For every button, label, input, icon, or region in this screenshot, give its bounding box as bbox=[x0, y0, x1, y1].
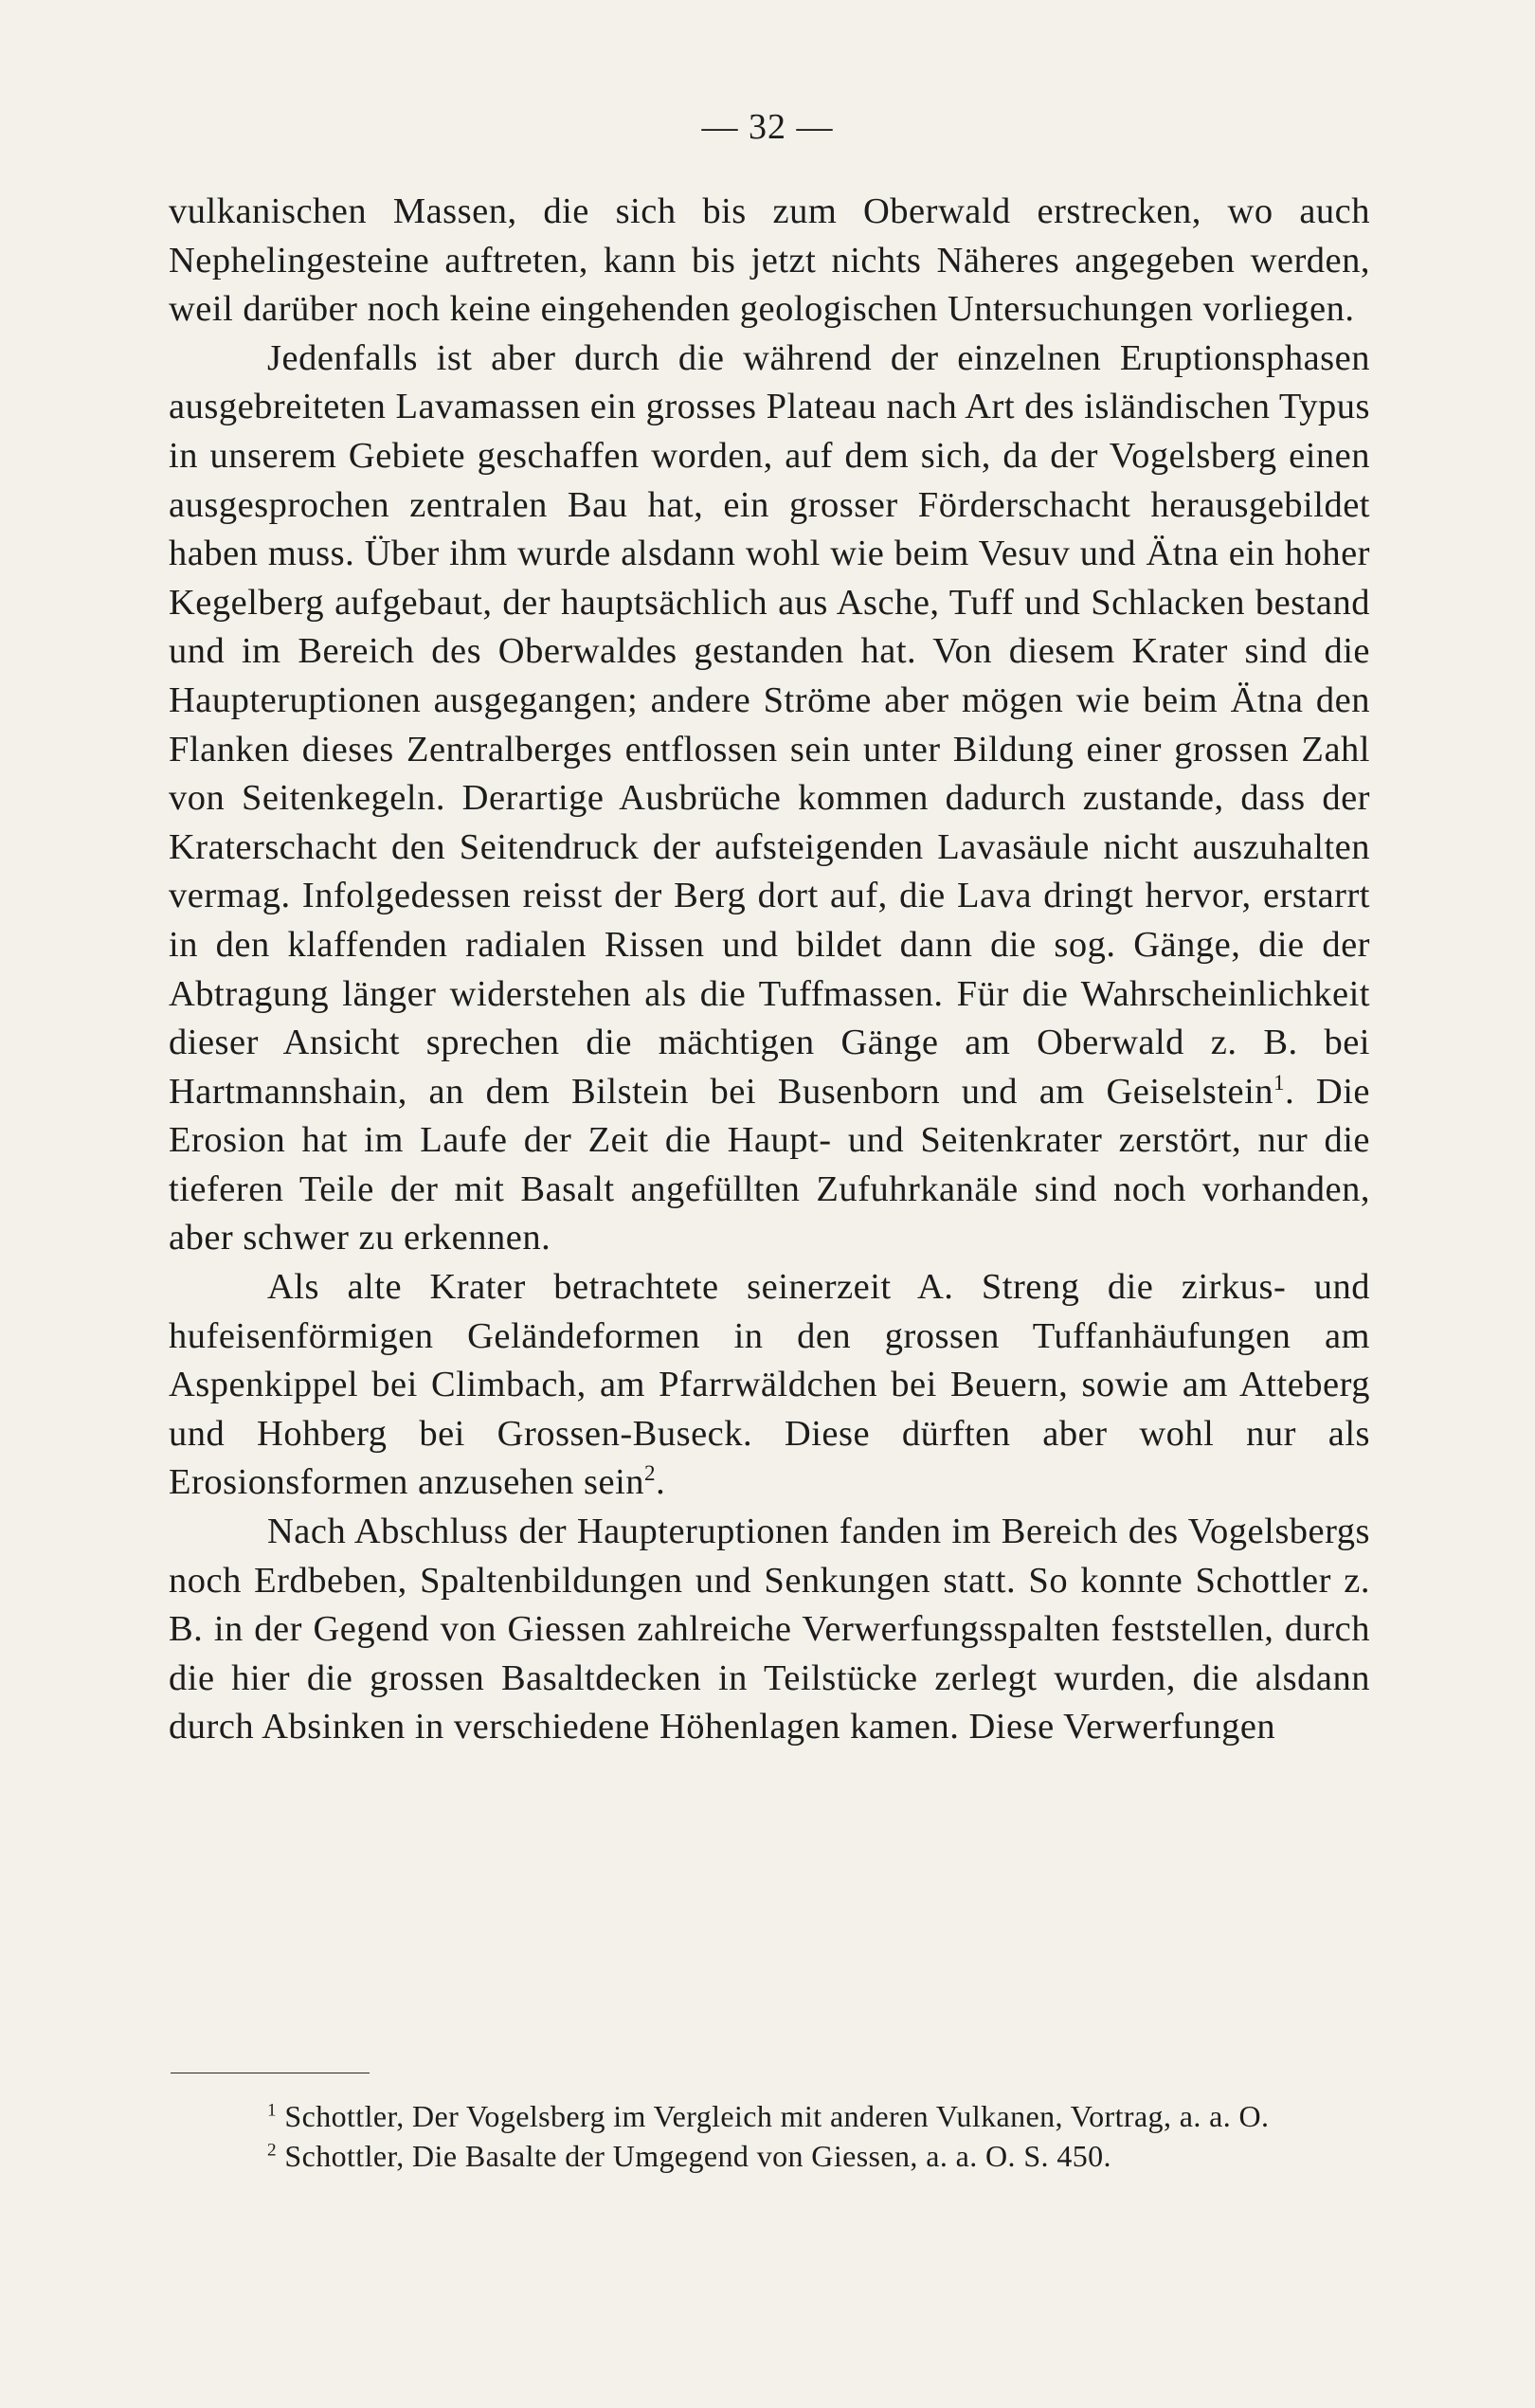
footnote-ref-2[interactable]: 2 bbox=[644, 1460, 657, 1486]
footnote-2-text: Schottler, Die Basalte der Umgegend von Giessen, a. a. O. S. 450. bbox=[277, 2139, 1111, 2173]
footnotes bbox=[169, 2096, 1370, 2176]
footnote-ref-1[interactable]: 1 bbox=[1273, 1069, 1286, 1095]
paragraph-4: Nach Abschluss der Haupteruptionen fanden im Bereich des Vogelsbergs noch Erdbeben, Spaltenbildungen und Senkungen statt. So konnte Schottler z. B. in der Gegend von Giessen zahlreiche Verwerfungsspalten feststellen, durch die hier die grossen Basaltdecken in Teilstücke zerlegt wurden, die alsdann durch Absinken in verschiedene Höhenlagen kamen. Diese Verwerfungen bbox=[169, 1512, 1370, 1747]
paragraph-2 bbox=[169, 335, 1370, 1263]
footnote-1 bbox=[169, 2096, 1370, 2136]
paragraph-2-text-a: Jedenfalls ist aber durch die während der einzelnen Eruptionsphasen ausgebreiteten Lavamassen ein grosses Plateau nach Art des isländischen Typus in unserem Gebiete geschaffen worden, auf dem sich, da der Vogelsberg einen ausgesprochen zentralen Bau hat, ein grosser Förderschacht herausgebildet haben muss. Über ihm wurde alsdann wohl wie beim Vesuv und Ätna ein hoher Kegelberg aufgebaut, der hauptsächlich aus Asche, Tuff und Schlacken bestand und im Bereich des Oberwaldes gestanden hat. Von diesem Krater sind die Haupteruptionen ausgegangen; andere Ströme aber mögen wie beim Ätna den Flanken dieses Zentralberges entflossen sein unter Bildung einer grossen Zahl von Seitenkegeln. Derartige Ausbrüche kommen dadurch zustande, dass der Kraterschacht den Seitendruck der aufsteigenden Lavasäule nicht auszuhalten vermag. Infolgedessen reisst der Berg dort auf, die Lava dringt hervor, erstarrt in den klaffenden radialen Rissen und bildet dann die sog. Gänge, die der Abtragung länger widerstehen als die Tuffmassen. Für die Wahrscheinlichkeit dieser Ansicht sprechen die mächtigen Gänge am Oberwald z. B. bei Hartmannshain, an dem Bilstein bei Busenborn und am Geiselstein bbox=[169, 337, 1370, 1112]
body-text bbox=[169, 188, 1370, 1752]
footnote-1-mark: 1 bbox=[267, 2100, 277, 2121]
footnote-2 bbox=[169, 2136, 1370, 2176]
paragraph-3-text-b: . bbox=[656, 1462, 666, 1503]
paragraph-3 bbox=[169, 1263, 1370, 1508]
footnote-2-mark: 2 bbox=[267, 2140, 277, 2161]
paragraph-2-text-b: . Die Erosion hat im Laufe der Zeit die Haupt- und Seitenkrater zerstört, nur die tieferen Teile der mit Basalt angefüllten Zufuhrkanäle sind noch vorhanden, aber schwer zu erkennen. bbox=[169, 1071, 1370, 1258]
page-number: — 32 — bbox=[701, 107, 834, 147]
paragraph-1: vulkanischen Massen, die sich bis zum Oberwald erstrecken, wo auch Nephelingesteine auftreten, kann bis jetzt nichts Näheres angegeben werden, weil darüber noch keine eingehenden geologischen Untersuchungen vorliegen. bbox=[169, 191, 1370, 330]
footnote-1-text: Schottler, Der Vogelsberg im Vergleich mit anderen Vulkanen, Vortrag, a. a. O. bbox=[277, 2099, 1270, 2133]
paragraph-3-text-a: Als alte Krater betrachtete seinerzeit A. Streng die zirkus- und hufeisenförmigen Geländeformen in den grossen Tuffanhäufungen am Aspenkippel bei Climbach, am Pfarrwäldchen bei Beuern, sowie am Atteberg und Hohberg bei Grossen-Buseck. Diese dürften aber wohl nur als Erosionsformen anzusehen sein bbox=[169, 1267, 1370, 1503]
